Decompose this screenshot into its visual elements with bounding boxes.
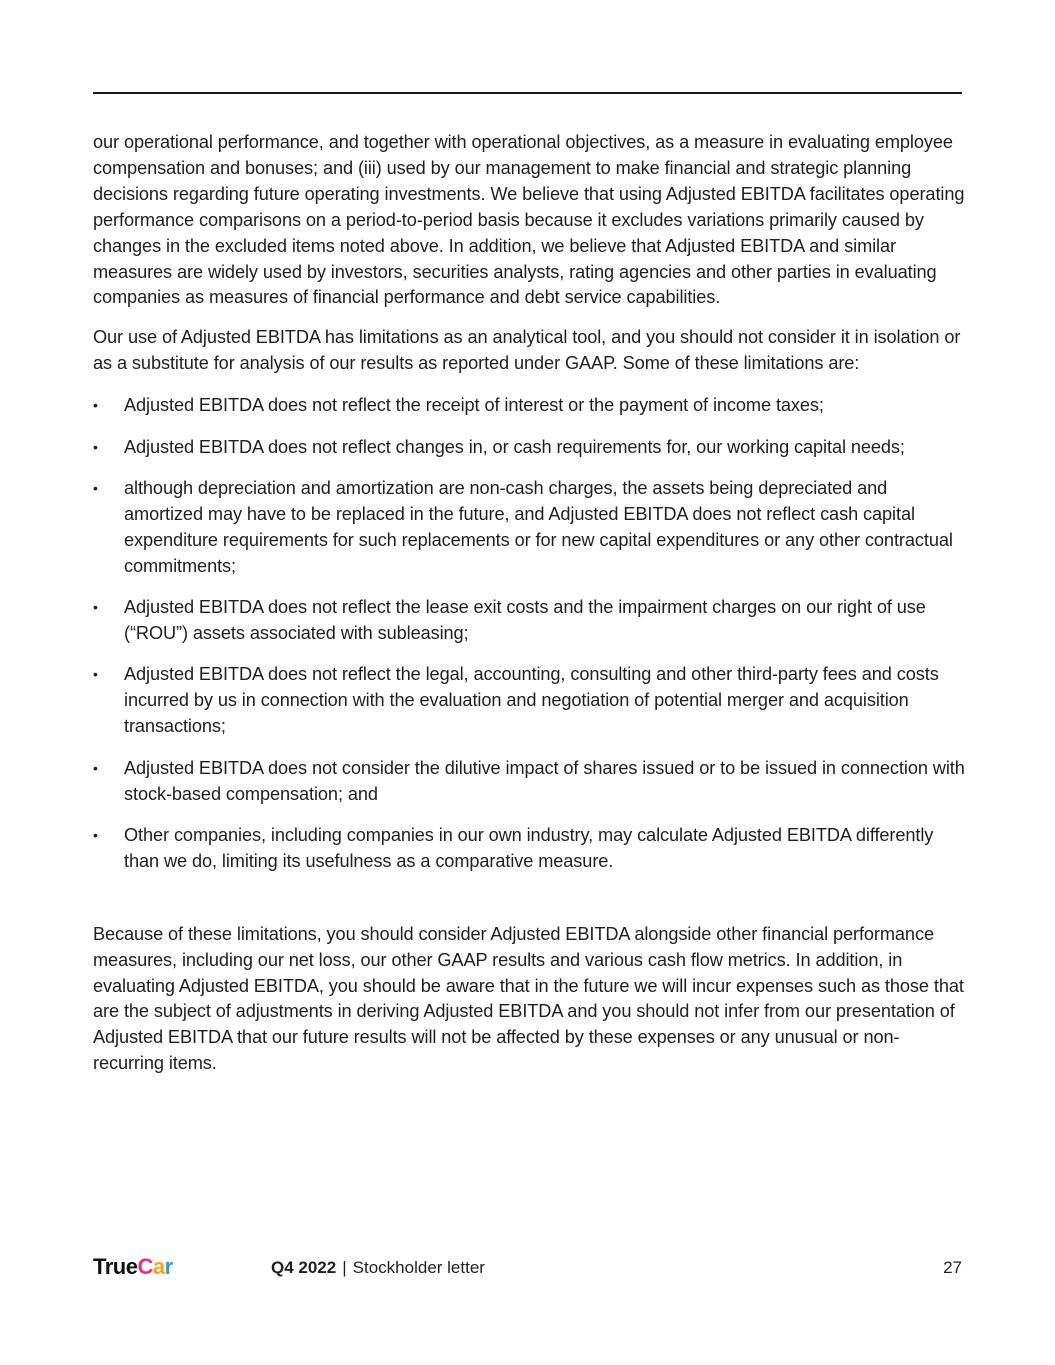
bullet-icon: • — [93, 666, 98, 683]
list-item-text: although depreciation and amortization are non-cash charges, the assets being depreciated and amortized may have to be replaced in the future, and Adjusted EBITDA does not reflect cash capital expenditure requirements for such replacements or for new capital expenditures or any other contractual commitments; — [124, 477, 953, 576]
quarter-label: Q4 2022 — [271, 1258, 337, 1277]
list-item-text: Other companies, including companies in our own industry, may calculate Adjusted EBITDA differently than we do, limiting its usefulness as a comparative measure. — [124, 824, 934, 871]
page-footer — [93, 1254, 962, 1284]
list-item — [93, 823, 965, 875]
main-content — [93, 130, 965, 1077]
list-item — [93, 756, 965, 808]
list-item — [93, 435, 965, 461]
list-item — [93, 393, 965, 419]
intro-paragraph: our operational performance, and together with operational objectives, as a measure in evaluating employee compensation and bonuses; and (iii) used by our management to make financial and strategic planning decisions regarding future operating investments. We believe that using Adjusted EBITDA facilitates operating performance comparisons on a period-to-period basis because it excludes variations primarily caused by changes in the excluded items noted above. In addition, we believe that Adjusted EBITDA and similar measures are widely used by investors, securities analysts, rating agencies and other parties in evaluating companies as measures of financial performance and debt service capabilities. — [93, 132, 965, 308]
bullet-icon: • — [93, 479, 98, 496]
bullet-icon: • — [93, 599, 98, 616]
document-identifier — [271, 1258, 485, 1278]
footer-separator: | — [342, 1258, 347, 1277]
list-item — [93, 662, 965, 740]
page-number: 27 — [943, 1258, 962, 1277]
bullet-icon: • — [93, 826, 98, 843]
list-item — [93, 476, 965, 580]
list-item-text: Adjusted EBITDA does not reflect changes in, or cash requirements for, our working capital needs; — [124, 436, 905, 457]
document-title: Stockholder letter — [352, 1258, 485, 1277]
list-item-text: Adjusted EBITDA does not reflect the legal, accounting, consulting and other third-party fees and costs incurred by us in connection with the evaluation and negotiation of potential merger and acquisition transactions; — [124, 664, 939, 737]
bullet-icon: • — [93, 438, 98, 455]
list-item-text: Adjusted EBITDA does not consider the dilutive impact of shares issued or to be issued in connection with stock-based compensation; and — [124, 757, 965, 804]
list-item-text: Adjusted EBITDA does not reflect the receipt of interest or the payment of income taxes; — [124, 395, 824, 416]
header-rule — [93, 92, 962, 94]
closing-paragraph: Because of these limitations, you should consider Adjusted EBITDA alongside other financial performance measures, including our net loss, our other GAAP results and various cash flow metrics. In addition, in evaluating Adjusted EBITDA, you should be aware that in the future we will incur expenses such as those that are the subject of adjustments in deriving Adjusted EBITDA and you should not infer from our presentation of Adjusted EBITDA that our future results will not be affected by these expenses or any unusual or non-recurring items. — [93, 923, 964, 1074]
bullet-icon: • — [93, 397, 98, 414]
bullet-icon: • — [93, 759, 98, 776]
list-item-text: Adjusted EBITDA does not reflect the lease exit costs and the impairment charges on our right of use (“ROU”) assets associated with subleasing; — [124, 597, 926, 643]
limitations-list — [93, 393, 965, 875]
truecar-logo: TrueCar — [93, 1254, 173, 1279]
list-item — [93, 595, 965, 647]
limitations-intro-paragraph: Our use of Adjusted EBITDA has limitations as an analytical tool, and you should not consider it in isolation or as a substitute for analysis of our results as reported under GAAP. Some of these limitations are: — [93, 327, 961, 374]
